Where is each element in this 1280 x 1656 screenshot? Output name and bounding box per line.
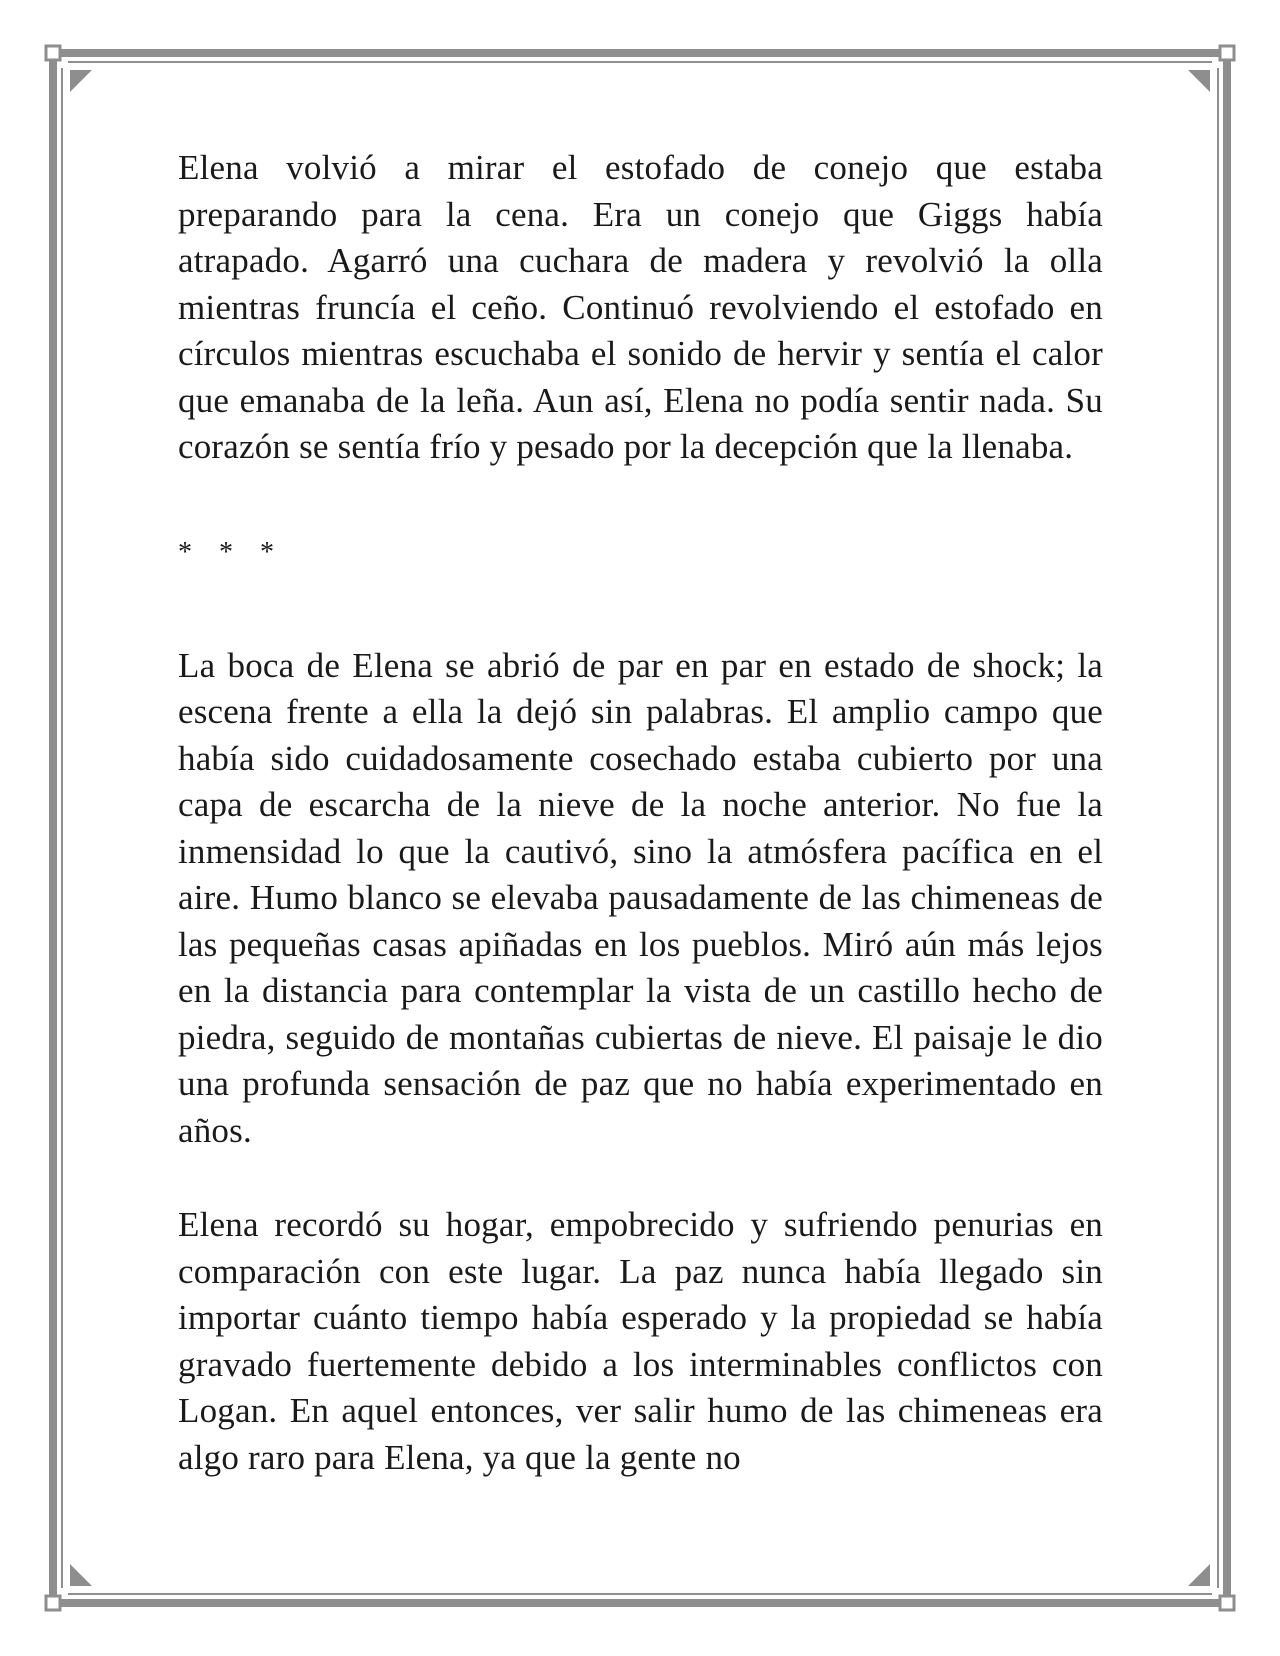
- paragraph-3: Elena recordó su hogar, empobrecido y sufriendo penurias en comparación con este lugar. La paz nunca había llegado sin importar cuánto tiempo había esperado y la propiedad se había gravado fuertemente debido a los interminables conflictos con Logan. En aquel entonces, ver salir humo de las chimeneas era algo raro para Elena, ya que la gente no: [178, 1205, 1103, 1477]
- corner-ornament-top-left: [46, 46, 60, 60]
- corner-triangle-top-left: [70, 70, 92, 92]
- corner-ornament-bottom-left: [46, 1596, 60, 1610]
- scene-separator: * * *: [178, 536, 284, 568]
- paragraph-2: La boca de Elena se abrió de par en par en estado de shock; la escena frente a ella la dejó sin palabras. El amplio campo que había sido cuidadosamente cosechado estaba cubierto por una capa de escarcha de la nieve de la noche anterior. No fue la inmensidad lo que la cautivó, sino la atmósfera pacífica en el aire. Humo blanco se elevaba pausadamente de las chimeneas de las pequeñas casas apiñadas en los pueblos. Miró aún más lejos en la distancia para contemplar la vista de un castillo hecho de piedra, seguido de montañas cubiertas de nieve. El paisaje le dio una profunda sensación de paz que no había experimentado en años.: [178, 645, 1103, 1150]
- corner-ornament-bottom-right: [1220, 1596, 1234, 1610]
- page-body: [178, 145, 1103, 1481]
- corner-triangle-bottom-right: [1188, 1564, 1210, 1586]
- paragraph-1: Elena volvió a mirar el estofado de conejo que estaba preparando para la cena. Era un conejo que Giggs había atrapado. Agarró una cuchara de madera y revolvió la olla mientras fruncía el ceño. Continuó revolviendo el estofado en círculos mientras escuchaba el sonido de hervir y sentía el calor que emanaba de la leña. Aun así, Elena no podía sentir nada. Su corazón se sentía frío y pesado por la decepción que la llenaba.: [178, 148, 1103, 466]
- corner-triangle-top-right: [1188, 70, 1210, 92]
- corner-ornament-top-right: [1220, 46, 1234, 60]
- corner-triangle-bottom-left: [70, 1564, 92, 1586]
